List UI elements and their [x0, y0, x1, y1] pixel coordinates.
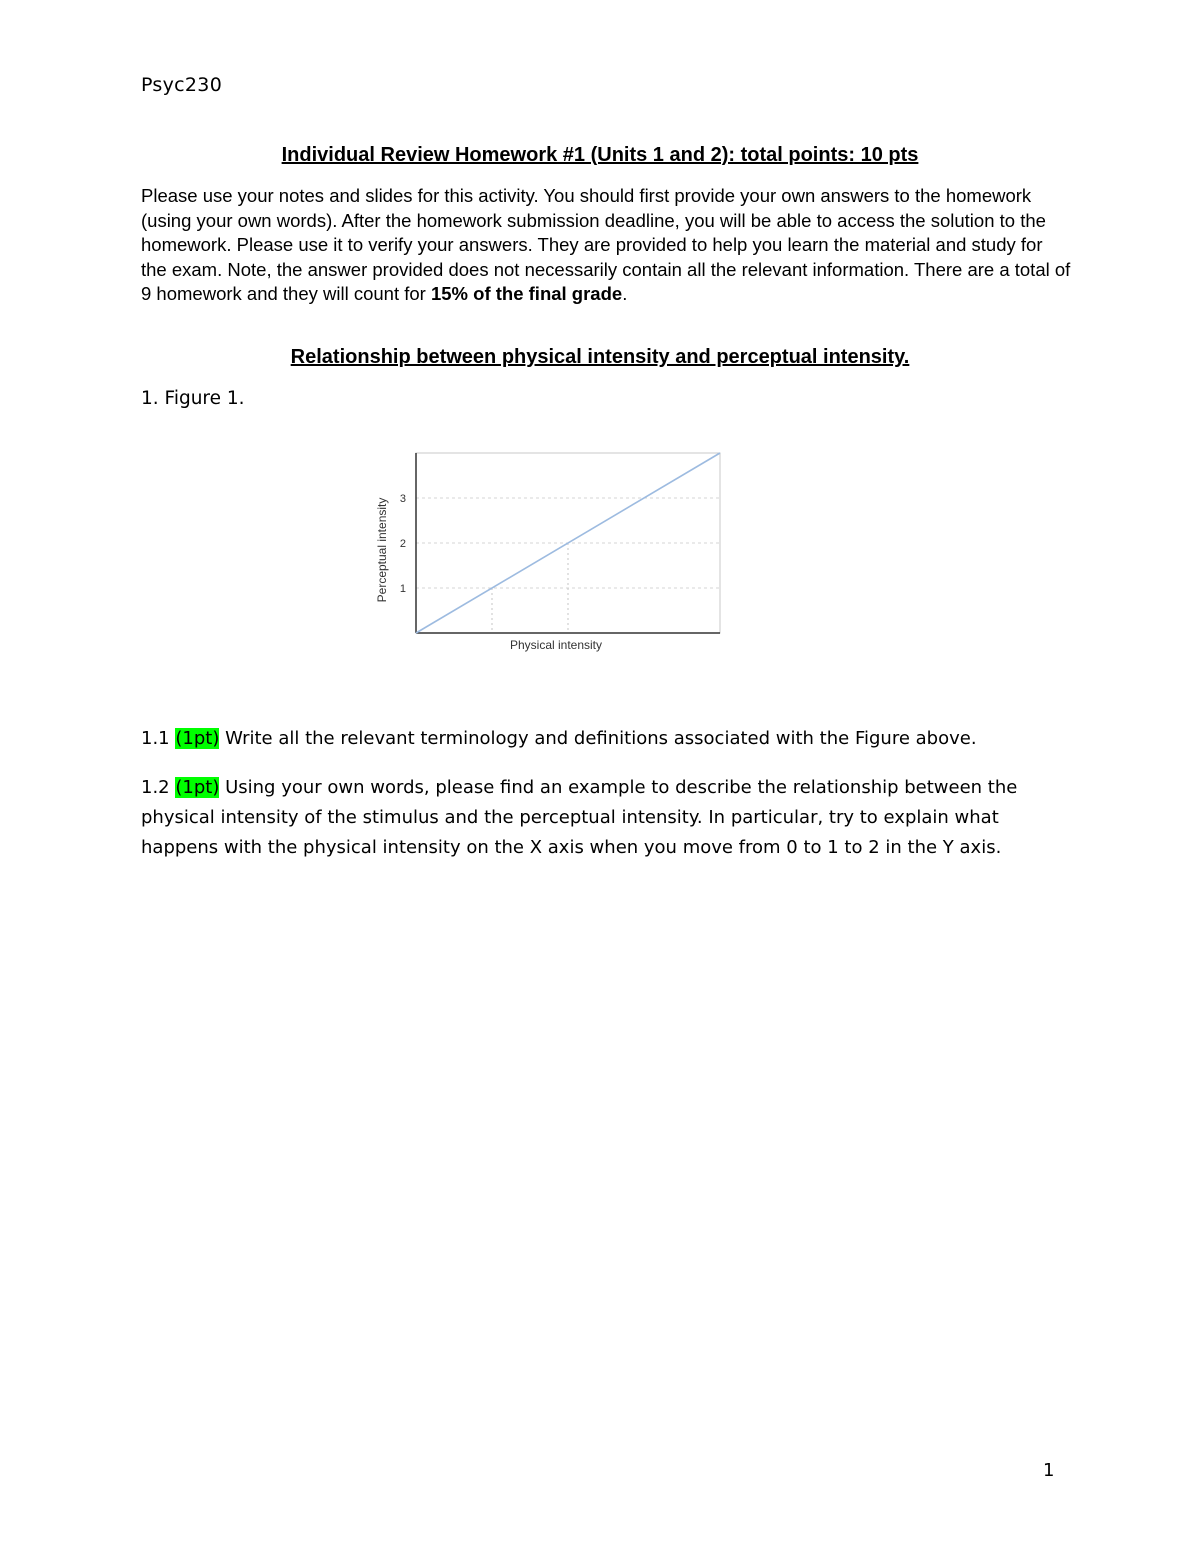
points-highlight: (1pt): [175, 728, 220, 749]
question-1-label: 1. Figure 1.: [141, 388, 245, 409]
figure-1-chart: [360, 440, 740, 670]
homework-title: Individual Review Homework #1 (Units 1 and 2): total points: 10 pts: [281, 144, 919, 166]
x-axis-label: Physical intensity: [509, 638, 603, 652]
question-1-1: [141, 724, 1071, 754]
y-tick-label: 2: [399, 538, 406, 550]
intro-bold: 15% of the final grade: [430, 283, 623, 304]
y-axis-label: Perceptual intensity: [375, 497, 389, 603]
question-1-2: [141, 773, 1071, 863]
question-1-1-text: Write all the relevant terminology and definitions associated with the Figure above.: [219, 728, 977, 749]
y-tick-labels: [400, 493, 406, 595]
section-title: Relationship between physical intensity and perceptual intensity.: [290, 346, 910, 368]
question-1-2-text: Using your own words, please find an example to describe the relationship between the physical intensity of the stimulus and the perceptual intensity. In particular, try to explain what happens with the physical intensity on the X axis when you move from 0 to 1 to 2 in the Y axis.: [141, 777, 1018, 858]
y-tick-label: 1: [399, 583, 406, 595]
points-highlight: (1pt): [175, 777, 220, 798]
intro-text: Please use your notes and slides for this activity. You should first provide your own answers to the homework (using your own words). After the homework submission deadline, you will be able to access the solution to the homework. Please use it to verify your answers. They are provided to help you learn the material and study for the exam. Note, the answer provided does not necessarily contain all the relevant information. There are a total of 9 homework and they will count for: [141, 185, 1071, 304]
y-tick-label: 3: [399, 493, 406, 505]
page-number: 1: [1043, 1460, 1055, 1481]
intro-end: .: [622, 283, 628, 304]
intro-paragraph: [141, 184, 1071, 307]
course-header: Psyc230: [141, 74, 223, 96]
question-1-1-number: 1.1: [141, 728, 170, 749]
question-1-2-number: 1.2: [141, 777, 170, 798]
